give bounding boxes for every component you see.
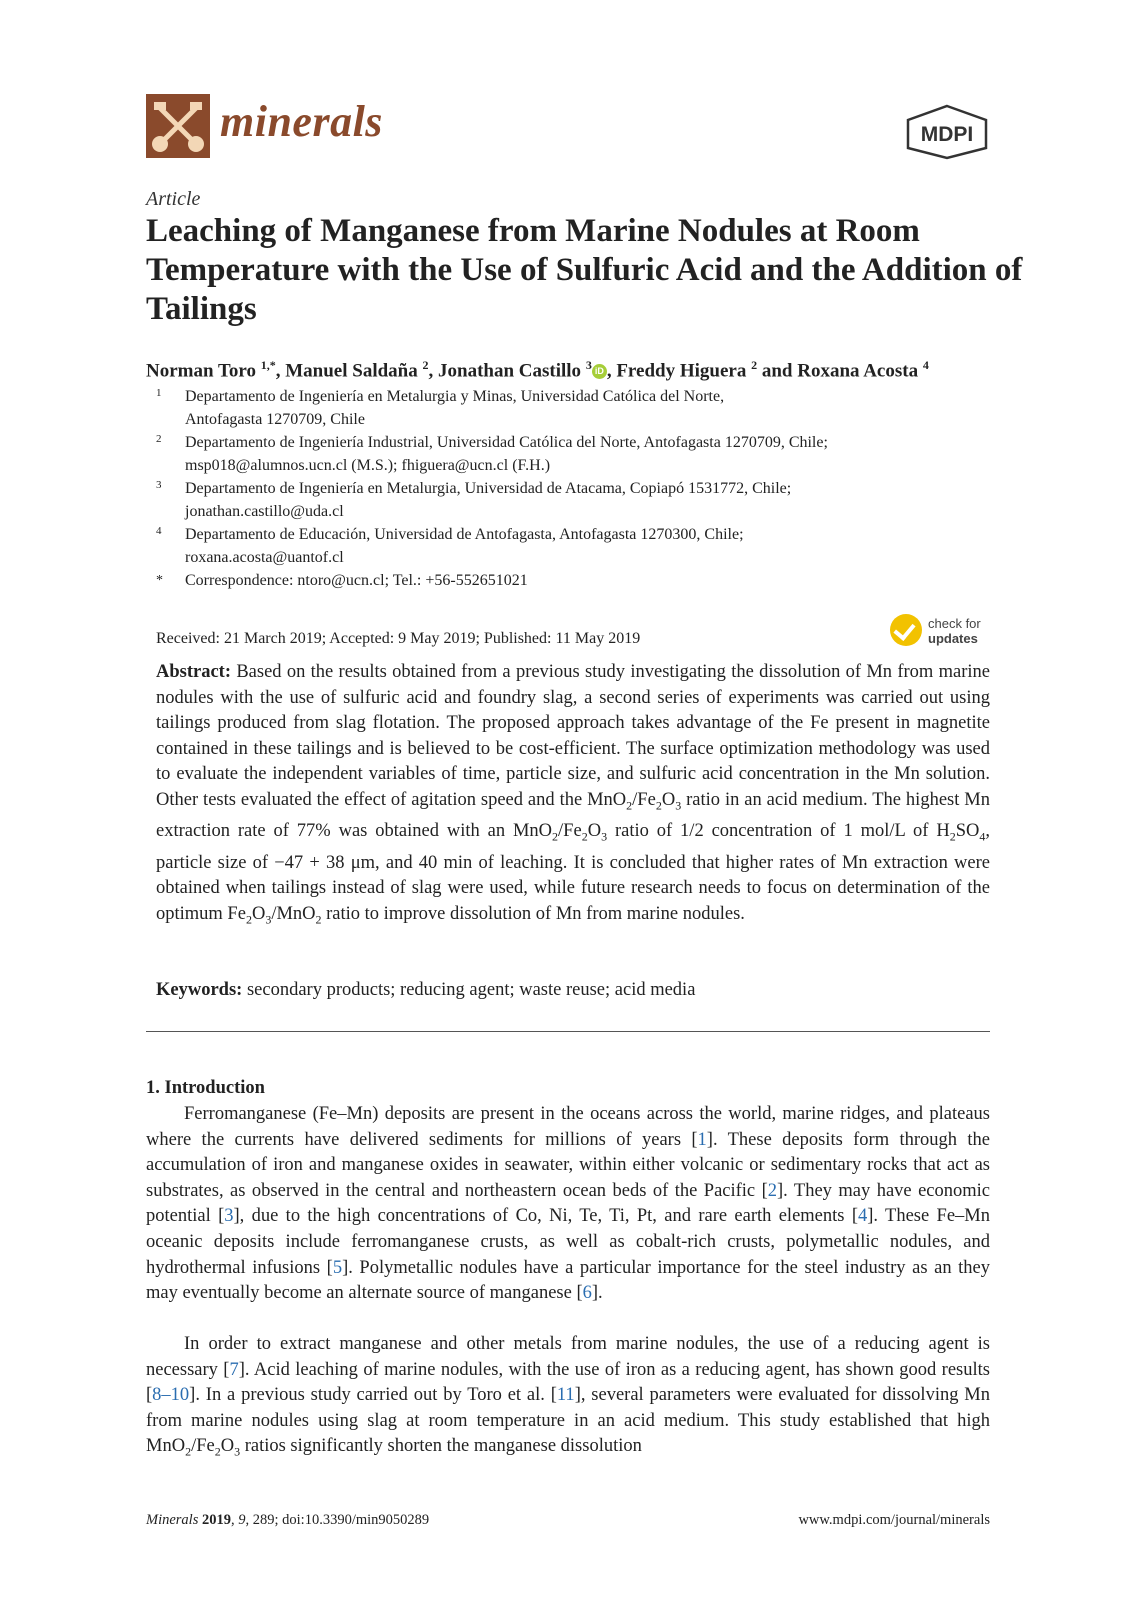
citation-link[interactable]: 11 <box>556 1385 575 1406</box>
abstract-text: , particle size of −47 + 38 μm, and 40 min of leaching. It is concluded that higher rates of Mn extraction were obtained when tailings instead of slag were used, while future research needs to focus on determination of the optimum Fe <box>156 821 990 924</box>
intro-paragraph-1 <box>146 1102 990 1307</box>
journal-logo-icon <box>146 94 210 158</box>
body-text: ], due to the high concentrations of Co, Ni, Te, Ti, Pt, and rare earth elements [ <box>233 1206 858 1227</box>
section-heading: 1. Introduction <box>146 1078 265 1098</box>
author-affiliation-mark: 2 <box>422 358 429 372</box>
author-name: Roxana Acosta <box>797 360 919 382</box>
affiliation-line: msp018@alumnos.ucn.cl (M.S.); fhiguera@ucn.cl (F.H.) <box>185 457 551 474</box>
check-line-1: check for <box>928 616 981 631</box>
article-type: Article <box>146 188 201 210</box>
body-text: ]. These deposits form through the accumulation of iron and manganese oxides in seawater, within either volcanic or sedimentary rocks that act as substrates, as observed in the central and northeastern ocean beds of the Pacific [ <box>146 1129 990 1201</box>
affiliation-line: jonathan.castillo@uda.cl <box>185 503 344 520</box>
citation-link[interactable]: 6 <box>582 1283 592 1304</box>
affiliation-line: Departamento de Ingeniería en Metalurgia y Minas, Universidad Católica del Norte, <box>185 388 725 405</box>
body-text: ]. Polymetallic nodules have a particular importance for the steel industry as an they may eventually become an alternate source of manganese [ <box>146 1257 990 1304</box>
footer-doi: , 289; doi:10.3390/min9050289 <box>245 1512 430 1528</box>
correspondence-mark: * <box>156 573 163 588</box>
author-name: Norman Toro <box>146 360 256 382</box>
paper-title: Leaching of Manganese from Marine Nodules at Room Temperature with the Use of Sulfuric Acid and the Addition of Tailings <box>146 213 1023 327</box>
affiliation-line: Departamento de Ingeniería en Metalurgia, Universidad de Atacama, Copiapó 1531772, Chile; <box>185 480 792 497</box>
affiliation-4 <box>156 523 996 569</box>
intro-paragraph-2: In order to extract manganese and other metals from marine nodules, the use of a reducing agent is necessary [7]. Acid leaching of marine nodules, with the use of iron as a reducing agent, has shown good results [8–10]. In a previous study carried out by Toro et al. [11], several parameters were evaluated for dissolving Mn from marine nodules using slag at room temperature in an acid medium. This study established that high $MnO_2/Fe_2O_3$ ratios significantly shorten the manganese dissolution <box>146 1334 990 1460</box>
check-line-2: updates <box>928 631 978 646</box>
section-divider <box>146 1031 990 1032</box>
affiliation-line: Antofagasta 1270709, Chile <box>185 411 365 428</box>
check-for-updates-label <box>928 616 981 646</box>
author-affiliation-mark: 1,* <box>260 358 276 372</box>
author-affiliation-mark: 3 <box>585 358 592 372</box>
abstract-text: Based on the results obtained from a previous study investigating the dissolution of Mn from marine nodules with the use of sulfuric acid and foundry slag, a second series of experiments was carried out using tailings produced from slag flotation. The proposed approach takes advantage of the Fe present in magnetite contained in these tailings and is believed to be cost-efficient. The surface optimization methodology was used to evaluate the independent variables of time, particle size, and sulfuric acid concentration in the Mn solution. Other tests evaluated the effect of agitation speed and the MnO <box>156 662 990 810</box>
author-name: Manuel Saldaña <box>285 360 418 382</box>
correspondence <box>156 569 996 592</box>
journal-url-link[interactable]: www.mdpi.com/journal/minerals <box>798 1512 990 1528</box>
body-text: ]. In a previous study carried out by Toro et al. [ <box>189 1385 557 1406</box>
body-text: ], several parameters were evaluated for dissolving Mn from marine nodules using slag at room temperature in an acid medium. This study established that high MnO <box>146 1385 990 1457</box>
body-text: ratios significantly shorten the manganese dissolution <box>240 1436 642 1457</box>
check-for-updates-icon <box>890 614 922 646</box>
correspondence-line: Correspondence: ntoro@ucn.cl; Tel.: +56-552651021 <box>185 572 528 589</box>
body-text: ]. <box>591 1283 603 1304</box>
affiliation-mark: 1 <box>156 387 162 399</box>
abstract-label: Abstract: <box>156 662 232 682</box>
abstract-text: ratio in an acid medium. The highest Mn extraction rate of 77% was obtained with an MnO <box>156 789 990 842</box>
citation-link[interactable]: 8–10 <box>152 1385 190 1406</box>
citation-link[interactable]: 1 <box>697 1129 707 1150</box>
body-text: Ferromanganese (Fe–Mn) deposits are present in the oceans across the world, marine ridges, and plateaus where the currents have delivered sediments for millions of years [ <box>146 1104 990 1150</box>
abstract-text: ratio of 1/2 concentration of 1 mol/L of H <box>607 821 950 842</box>
abstract-text: ratio to improve dissolution of Mn from marine nodules. <box>321 903 745 924</box>
affiliation-line: Departamento de Educación, Universidad de Antofagasta, Antofagasta 1270300, Chile; <box>185 526 744 543</box>
author-list: Norman Toro $^{1,*}$, Manuel Saldaña $^2$, Jonathan Castillo $^3$ iD , Freddy Higuera $^2$ and Roxana Acosta $^4$ <box>146 358 929 382</box>
footer-volume: 9 <box>238 1512 246 1528</box>
author-name: Jonathan Castillo <box>438 360 582 382</box>
affiliation-3 <box>156 477 996 523</box>
citation-link[interactable]: 4 <box>857 1206 868 1227</box>
footer-journal: Minerals <box>146 1512 199 1528</box>
affiliation-1 <box>156 385 996 431</box>
author-affiliation-mark: 4 <box>922 358 929 372</box>
check-for-updates-button[interactable] <box>890 614 990 648</box>
affiliation-mark: 4 <box>156 525 162 537</box>
citation-link[interactable]: 7 <box>229 1359 239 1380</box>
affiliation-mark: 3 <box>156 479 162 491</box>
footer-year: 2019 <box>198 1512 231 1528</box>
keywords <box>156 980 990 1001</box>
body-text: ]. They may have economic potential [ <box>146 1180 990 1227</box>
affiliation-line: Departamento de Ingeniería Industrial, Universidad Católica del Norte, Antofagasta 1270709, Chile; <box>185 434 828 451</box>
footer-sep: , <box>230 1512 239 1528</box>
body-text: ]. Acid leaching of marine nodules, with the use of iron as a reducing agent, has shown good results [ <box>146 1359 990 1406</box>
author-name: Freddy Higuera <box>616 360 747 382</box>
citation-footer <box>146 1512 429 1529</box>
abstract: Abstract: Based on the results obtained from a previous study investigating the dissolution of Mn from marine nodules with the use of sulfuric acid and foundry slag, a second series of experiments was carried out using tailings produced from slag flotation. The proposed approach takes advantage of the Fe present in magnetite contained in these tailings and is believed to be cost-efficient. The surface optimization methodology was used to evaluate the independent variables of time, particle size, and sulfuric acid concentration in the Mn solution. Other tests evaluated the effect of agitation speed and the $MnO_2/Fe_2O_3$ ratio in an acid medium. The highest Mn extraction rate of 77% was obtained with an $MnO_2/Fe_2O_3$ ratio of 1/2 concentration of 1 mol/L of $H_2SO_4$, particle size of −47 + 38 μm, and 40 min of leaching. It is concluded that higher rates of Mn extraction were obtained when tailings instead of slag were used, while future research needs to focus on determination of the optimum $Fe_2O_3/MnO_2$ ratio to improve dissolution of Mn from marine nodules. <box>156 662 990 927</box>
publisher-logo <box>904 104 990 160</box>
affiliation-line: roxana.acosta@uantof.cl <box>185 549 344 566</box>
orcid-icon[interactable]: iD <box>592 364 607 379</box>
citation-link[interactable]: 5 <box>332 1257 343 1278</box>
publisher-name: MDPI <box>920 123 974 146</box>
body-text: ]. These Fe–Mn oceanic deposits include ferromanganese crusts, as well as cobalt-rich crusts, polymetallic nodules, and hydrothermal infusions [ <box>146 1206 990 1278</box>
publication-dates: Received: 21 March 2019; Accepted: 9 May 2019; Published: 11 May 2019 <box>156 630 641 647</box>
authors-connector: and <box>761 360 793 382</box>
keywords-text: secondary products; reducing agent; waste reuse; acid media <box>242 980 696 1000</box>
citation-link[interactable]: 2 <box>767 1180 778 1201</box>
affiliation-2 <box>156 431 996 477</box>
body-text: In order to extract manganese and other metals from marine nodules, the use of a reducing agent is necessary [ <box>146 1334 990 1380</box>
affiliation-mark: 2 <box>156 433 162 445</box>
journal-name: minerals <box>220 97 383 146</box>
keywords-label: Keywords: <box>156 980 243 1000</box>
citation-link[interactable]: 3 <box>224 1206 234 1227</box>
author-affiliation-mark: 2 <box>751 358 758 372</box>
